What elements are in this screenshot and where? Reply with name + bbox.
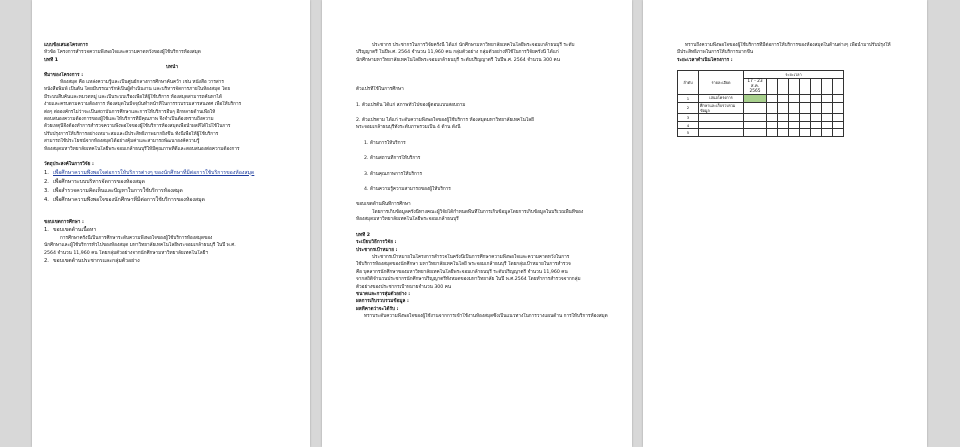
document-page-3: [643, 0, 927, 447]
objective-number: 2.: [44, 178, 49, 185]
document-page-1: [32, 0, 310, 447]
paragraph-line: ง่ายและครบตามความต้องการ ห้องสมุดในปัจจุบันทำหน้าที่ในการรวบรวมสารสนเทศ เพื่อให้บริการ: [44, 102, 242, 108]
schedule-table: [677, 70, 844, 137]
scope-text: ขอบเขตด้านประชากรและกลุ่มตัวอย่าง: [53, 258, 140, 265]
objective-item: [44, 169, 300, 178]
row-number: 2: [678, 102, 699, 113]
row-number: 4: [678, 121, 699, 129]
paragraph-line: ประชากรเป้าหมายในโครงการสำรวจในครั้งนี้เป็นการศึกษาความพึงพอใจและความคาดหวังในการ: [372, 254, 570, 260]
paragraph-line: นักศึกษาและผู้ใช้บริการทั่วไปของห้องสมุด มหาวิทยาลัยเทคโนโลยีพระจอมเกล้าธนบุรี ในปี พ.ศ.: [44, 243, 236, 249]
row-task: [699, 113, 744, 121]
table-row: [678, 121, 844, 129]
paragraph-line: ปริญญาตรี ในปีพ.ศ. 2564 จำนวน 11,960 คน กลุ่มตัวอย่าง กลุ่มตัวอย่างที่ใช้ในการวิจัยครั้งนี้ ได้แก่: [356, 50, 559, 56]
scope-number: 1.: [44, 226, 49, 233]
paragraph-line: ด้วยเหตุนี้จึงต้องทำการสำรวจความพึงพอใจของผู้ใช้บริการห้องสมุดเพื่อนำผลที่ได้ไปใช้ในการ: [44, 124, 231, 130]
table-header-row: [678, 71, 844, 79]
expected-heading: ผลที่คาดว่าจะได้รับ :: [356, 306, 399, 312]
form-title: แบบข้อเสนอโครงการ: [44, 43, 88, 48]
row-task: ศึกษาและเก็บรวบรวมข้อมูล: [699, 102, 744, 113]
row-task: [699, 129, 744, 137]
section-title: บทนำ: [166, 65, 178, 71]
row-number: 1: [678, 95, 699, 103]
column-header-task: รายละเอียด: [699, 71, 744, 95]
paragraph-line: ใช้บริการห้องสมุดของนักศึกษา มหาวิทยาลัยเทคโนโลยี พระจอมเกล้าธนบุรี โดยกลุ่มเป้าหมายในการสำรวจ: [356, 262, 571, 268]
paragraph-line: ทราบถึงความพึงพอใจของผู้ใช้บริการที่มีต่อการให้บริการของห้องสมุดในด้านต่างๆ เพื่อนำมาปรับปรุงให้: [685, 43, 891, 48]
paragraph-line: โดยการเก็บข้อมูลครั้งนี้ทางคณะผู้วิจัยได้กำหนดพื้นที่ในการเก็บข้อมูลโดยการเก็บข้อมูลในบริเวณพื้นที่ของ: [372, 209, 584, 215]
timeline-bar: [744, 95, 767, 103]
schedule-heading: ระยะเวลาดำเนินโครงการ :: [677, 57, 733, 63]
aspect-item: 2. ด้านสถานที่การให้บริการ: [364, 156, 421, 162]
paragraph-line: ทราบระดับความพึงพอใจของผู้ใช้งานจากการเข้าใช้งานห้องสมุดซึ่งเป็นแนวทางในการวางแผนด้าน การให้บริการห้องสมุด: [364, 314, 608, 320]
paragraph-line: มีประสิทธิภาพในการให้บริการมากขึ้น: [677, 50, 754, 56]
aspect-item: 1. ด้านการให้บริการ: [364, 140, 406, 146]
aspect-item: 4. ด้านความรู้ความสามารถของผู้ให้บริการ: [364, 187, 451, 193]
paragraph-line: การศึกษาครั้งนี้เป็นการศึกษาระดับความพึงพอใจของผู้ใช้บริการห้องสมุดของ: [60, 235, 213, 241]
variables-heading: ตัวแปรที่ใช้ในการศึกษา: [356, 87, 404, 93]
column-header-number: ลำดับ: [678, 71, 699, 95]
paragraph-line: ปรับปรุงการให้บริการอย่างเหมาะสมและมีประสิทธิภาพมากยิ่งขึ้น ทั้งนี้เพื่อให้ผู้ใช้บริการ: [44, 131, 219, 137]
paragraph-line: ตอบสนองความต้องการของผู้ใช้และให้บริการที่มีคุณภาพ จึงจำเป็นต้องทราบถึงความ: [44, 117, 214, 123]
row-number: 3: [678, 113, 699, 121]
paragraph-line: ห้องสมุด คือ แหล่งความรู้และเป็นศูนย์กลางการศึกษาค้นคว้า เช่น หนังสือ วารสาร: [60, 80, 224, 86]
paragraph-line: 2564 จำนวน 11,960 คน โดยกลุ่มตัวอย่างจากนักศึกษามหาวิทยาลัยเทคโนโลยีฯ: [44, 250, 208, 256]
scope-heading: ขอบเขตการศึกษา :: [44, 219, 84, 225]
objective-number: 1.: [44, 169, 49, 176]
table-row: [678, 113, 844, 121]
column-header-period: ระยะเวลา: [744, 71, 844, 79]
variable-item: 1. ตัวแปรต้น ได้แก่ สภาพทั่วไปของผู้ตอบแบบสอบถาม: [356, 102, 466, 108]
scope-text: ขอบเขตด้านเนื้อหา: [53, 226, 97, 233]
objective-item: [44, 187, 300, 196]
background-heading: ที่มาของโครงการ :: [44, 72, 84, 78]
objective-item: [44, 196, 300, 205]
paragraph-line: ห้องสมุดมหาวิทยาลัยเทคโนโลยีพระจอมเกล้าธนบุรีให้มีคุณภาพที่ดีและตอบสนองต่อความต้องการ: [44, 146, 240, 152]
paragraph-line: สามารถใช้ประโยชน์จากห้องสมุดได้อย่างคุ้มค่าและสามารถพัฒนาองค์ความรู้: [44, 139, 200, 145]
paragraph-line: ตัวอย่างของประชากรเป้าหมายจำนวน 300 คน: [356, 284, 452, 290]
variable-item: พระจอมเกล้าธนบุรีทั้งระดับภาพรวมเป็น 4 ด้าน ดังนี้: [356, 125, 461, 131]
scope-item: [44, 257, 300, 266]
objective-number: 4.: [44, 196, 49, 203]
date-header: 17 - 23 ส.ค. 2565: [744, 79, 767, 95]
sample-heading: ขนาดและการสุ่มตัวอย่าง :: [356, 291, 411, 297]
objective-item: [44, 178, 300, 187]
variable-item: 2. ตัวแปรตาม ได้แก่ ระดับความพึงพอใจของผู้ใช้บริการ ห้องสมุดมหาวิทยาลัยเทคโนโลยี: [356, 118, 534, 124]
table-row: [678, 129, 844, 137]
paragraph-line: จากสถิติจำนวนประชากรนักศึกษาปริญญาตรีทั้งหมดของมหาวิทยาลัย ในปี พ.ศ.2564 โดยทำการสำรวจจากกลุ่ม: [356, 277, 581, 283]
paragraph-line: คือ บุคลากรนักศึกษาของมหาวิทยาลัยเทคโนโลยีพระจอมเกล้าธนบุรี ระดับปริญญาตรี จำนวน 11,960 คน: [356, 269, 568, 275]
objective-link[interactable]: เพื่อศึกษาความพึงพอใจต่อการให้บริการต่างๆ ของนักศึกษาที่มีต่อการใช้บริการของห้องสมุด: [53, 169, 255, 176]
area-heading: ขอบเขตด้านพื้นที่การศึกษา: [356, 202, 411, 208]
document-page-2: [322, 0, 632, 447]
row-number: 5: [678, 129, 699, 137]
table-row: [678, 102, 844, 113]
objectives-heading: วัตถุประสงค์ในการวิจัย :: [44, 162, 94, 168]
chapter2-heading: บทที่ 2: [356, 232, 371, 238]
scope-item: [44, 226, 300, 235]
paragraph-line: ประชากร ประชากรในการวิจัยครั้งนี้ ได้แก่ นักศึกษามหาวิทยาลัยเทคโนโลยีพระจอมเกล้าธนบุรี ระดับ: [372, 43, 575, 48]
objective-number: 3.: [44, 187, 49, 194]
objective-text: เพื่อศึกษาความพึงพอใจของนักศึกษาที่มีต่อการใช้บริการของห้องสมุด: [53, 196, 205, 203]
row-task: เสนอโครงการ: [699, 95, 744, 103]
paragraph-line: นักศึกษามหาวิทยาลัยเทคโนโลยีพระจอมเกล้าธนบุรี ระดับปริญญาตรี ในปีพ.ศ. 2564 จำนวน 300 คน: [356, 57, 560, 63]
topic-line: หัวข้อ โครงการสำรวจความพึงพอใจและความคาดหวังของผู้ใช้บริการห้องสมุด: [44, 50, 201, 56]
aspect-item: 3. ด้านคุณภาพการให้บริการ: [364, 171, 422, 177]
table-row: [678, 95, 844, 103]
chapter-label: บทที่ 1: [44, 57, 59, 63]
scope-number: 2.: [44, 258, 49, 265]
paragraph-line: ห้องสมุดมหาวิทยาลัยเทคโนโลยีพระจอมเกล้าธนบุรี: [356, 217, 459, 223]
population-heading: ประชากรเป้าหมาย :: [356, 247, 398, 253]
paragraph-line: มีระบบสืบค้นและหมวดหมู่ และเป็นระบบเรื่องเพื่อให้ผู้ใช้บริการ ห้องสมุดสามารถค้นหาได้: [44, 94, 222, 100]
paragraph-line: ต่อๆ ต่อองค์กรไม่ว่าจะเป็นสถาบันการศึกษาและการให้บริการอื่นๆ อีกหลายด้านเพื่อให้: [44, 109, 216, 115]
method-heading: ระเบียบวิธีการวิจัย :: [356, 240, 397, 246]
collection-heading: ผลการเก็บรวบรวมข้อมูล :: [356, 299, 409, 305]
row-task: [699, 121, 744, 129]
objective-text: เพื่อศึกษาระบบบริหารจัดการของห้องสมุด: [53, 178, 145, 185]
paragraph-line: หนังสือพิมพ์ เป็นต้น โดยมีบรรณารักษ์เป็นผู้ดำเนินงาน และบริหารจัดการภายในห้องสมุด โดย: [44, 87, 231, 93]
objective-text: เพื่อสำรวจความคิดเห็นและปัญหาในการใช้บริการห้องสมุด: [53, 187, 183, 194]
